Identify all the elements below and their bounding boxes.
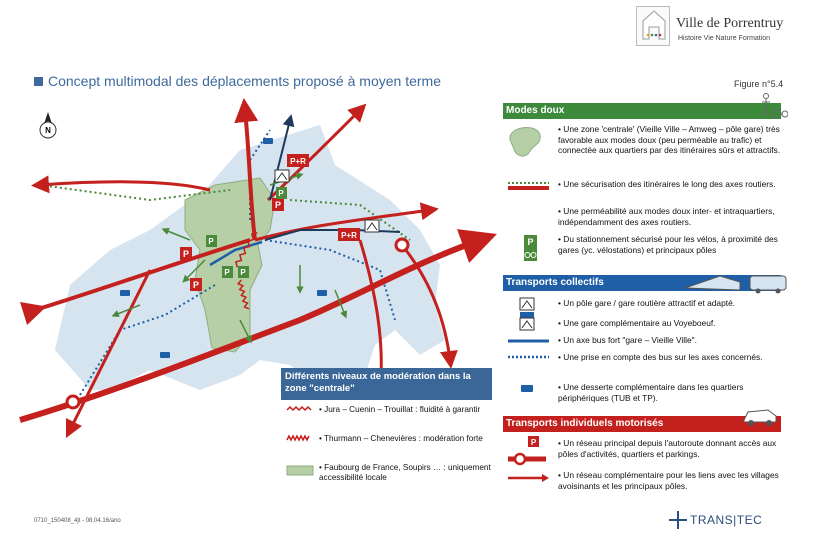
bus-icon bbox=[520, 384, 534, 394]
legend-item: • Une desserte complémentaire dans les quartiers périphériques (TUB et TP). bbox=[558, 382, 744, 403]
car-icon bbox=[740, 402, 780, 428]
bus-icon bbox=[120, 290, 130, 296]
svg-text:P: P bbox=[240, 268, 246, 277]
svg-text:P: P bbox=[278, 189, 284, 198]
station-icon bbox=[275, 170, 289, 182]
city-tagline: Histoire Vie Nature Formation bbox=[678, 35, 771, 42]
roundabout-southwest bbox=[67, 396, 79, 408]
svg-text:P: P bbox=[208, 237, 214, 246]
transitec-logo-icon bbox=[668, 510, 688, 530]
svg-text:P: P bbox=[527, 237, 534, 247]
parking-marker bbox=[180, 247, 192, 260]
train-bus-icon bbox=[680, 268, 790, 294]
north-arrow-icon bbox=[40, 112, 56, 138]
section-heading-tim: Transports individuels motorisés bbox=[503, 416, 781, 432]
bus-axis-icon bbox=[506, 338, 551, 344]
station-small-icon bbox=[518, 316, 538, 332]
city-logo bbox=[636, 6, 670, 46]
zigzag-light-icon bbox=[287, 407, 311, 410]
section-heading-transports-collectifs: Transports collectifs bbox=[503, 275, 781, 291]
moderation-symbols bbox=[285, 404, 315, 494]
document-code: 0710_150408_4jt - 08.04.16/ano bbox=[34, 518, 121, 524]
page-title: Concept multimodal des déplacements proposé à moyen terme bbox=[48, 73, 441, 89]
legend-item: • Une perméabilité aux modes doux inter- et intraquartiers, indépendamment des axes routiers. bbox=[558, 206, 775, 227]
legend-item: • Une sécurisation des itinéraires le long des axes routiers. bbox=[558, 179, 776, 189]
roundabout-east bbox=[396, 239, 408, 251]
station-icon bbox=[365, 220, 379, 232]
city-emblem-icon bbox=[637, 7, 671, 47]
bus-icon bbox=[263, 138, 273, 144]
zigzag-strong-icon bbox=[287, 436, 309, 440]
svg-text:P: P bbox=[224, 268, 230, 277]
zone-blob-icon bbox=[506, 125, 546, 160]
parking-marker bbox=[190, 278, 202, 291]
pr-marker bbox=[287, 154, 309, 167]
legend-item: • Un pôle gare / gare routière attractif et adapté. bbox=[558, 298, 736, 308]
svg-text:P: P bbox=[274, 200, 282, 210]
moderation-heading: Différents niveaux de modération dans la zone "centrale" bbox=[281, 368, 492, 400]
dotted-road-icon bbox=[506, 181, 551, 191]
legend-item: • Un réseau principal depuis l'autoroute donnant accès aux pôles d'activités, quartiers et parkings. bbox=[558, 438, 777, 459]
transitec-brand: TRANS|TEC bbox=[690, 513, 763, 527]
velo-parking-marker bbox=[276, 187, 287, 199]
velo-parking-icon bbox=[523, 234, 539, 264]
title-bullet bbox=[34, 77, 43, 86]
main-road-icon bbox=[506, 435, 551, 467]
bus-icon bbox=[317, 290, 327, 296]
svg-text:P: P bbox=[182, 249, 190, 259]
green-area-icon bbox=[287, 466, 313, 475]
legend-item: • Un axe bus fort "gare – Vieille Ville". bbox=[558, 335, 697, 345]
svg-text:P: P bbox=[530, 438, 537, 447]
legend-item: • Du stationnement sécurisé pour les vélos, à proximité des gares (yc. vélostations) et principaux pôles bbox=[558, 234, 778, 255]
legend-item: • Un réseau complémentaire pour les liens avec les villages avoisinants et les principaux pôles. bbox=[558, 470, 779, 491]
svg-text:P+R: P+R bbox=[341, 231, 357, 240]
city-name: Ville de Porrentruy bbox=[676, 16, 784, 31]
svg-text:P: P bbox=[192, 280, 200, 290]
north-label: N bbox=[45, 126, 51, 135]
moderation-item: • Faubourg de France, Soupirs … : uniquement accessibilité locale bbox=[319, 463, 491, 482]
legend-item: • Une gare complémentaire au Voyeboeuf. bbox=[558, 318, 716, 328]
bus-icon bbox=[160, 352, 170, 358]
figure-number: Figure n°5.4 bbox=[734, 79, 784, 89]
pedestrian-cyclist-icon bbox=[758, 90, 788, 120]
velo-parking-marker bbox=[238, 266, 249, 278]
secondary-road-icon bbox=[506, 473, 551, 483]
legend-item: • Une prise en compte des bus sur les axes concernés. bbox=[558, 352, 763, 362]
legend-item: • Une zone 'centrale' (Vieille Ville – Amweg – pôle gare) très favorable aux modes doux (peu perméable au trafic) et connectée aux quartiers par des itinéraires sûrs et attractifs. bbox=[558, 124, 781, 156]
velo-parking-marker bbox=[206, 235, 217, 247]
moderation-item: • Thurmann – Chenevières : modération forte bbox=[319, 434, 483, 443]
velo-parking-marker bbox=[222, 266, 233, 278]
moderation-item: • Jura – Cuenin – Trouillat : fluidité à garantir bbox=[319, 405, 481, 414]
section-heading-modes-doux: Modes doux bbox=[503, 103, 781, 119]
parking-marker bbox=[272, 198, 284, 211]
map bbox=[0, 90, 500, 510]
svg-text:P+R: P+R bbox=[290, 157, 306, 166]
bus-dotted-icon bbox=[506, 354, 551, 360]
pr-marker bbox=[338, 228, 360, 241]
